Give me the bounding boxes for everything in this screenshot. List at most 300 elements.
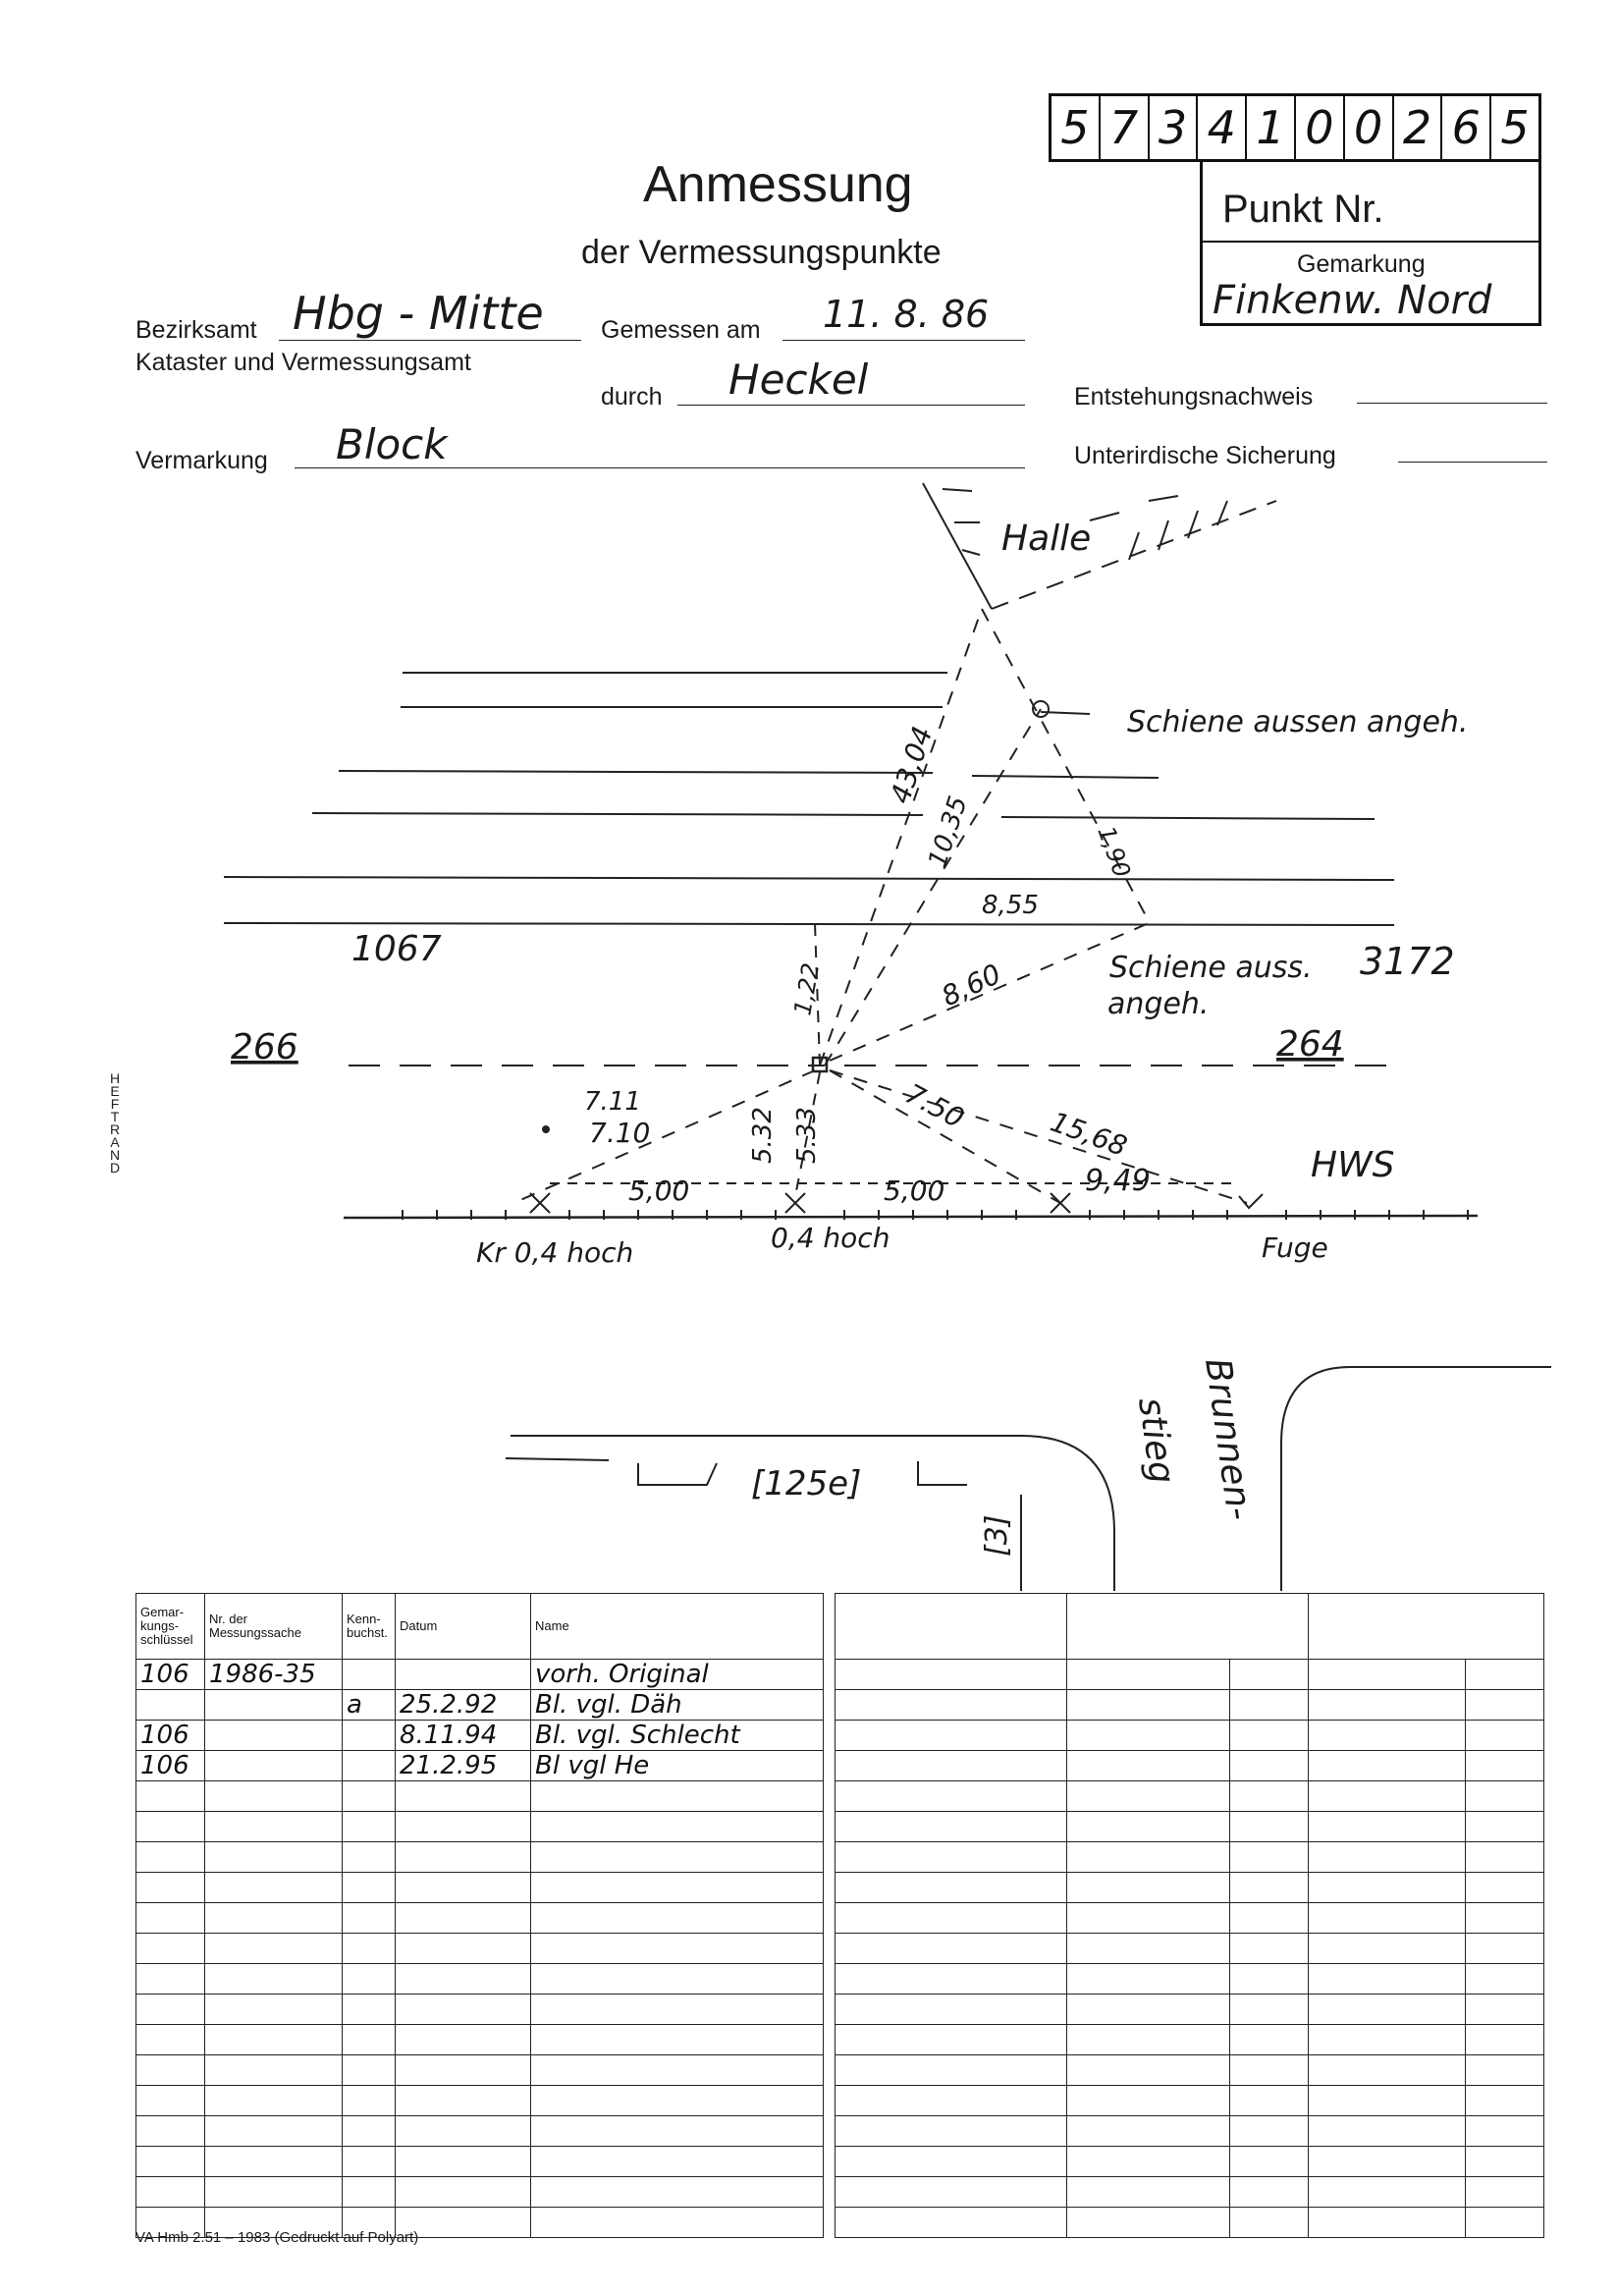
label-house-number: [125e] <box>751 1464 862 1503</box>
quay-edge <box>344 1216 1478 1218</box>
table-cell <box>1067 1964 1230 1995</box>
table-cell <box>836 2116 1067 2147</box>
table-cell <box>1230 1812 1309 1842</box>
table-row <box>136 1751 824 1781</box>
table-cell <box>1466 1721 1544 1751</box>
table-cell <box>136 2147 205 2177</box>
gemarkung-label: Gemarkung <box>1297 250 1426 278</box>
table-row <box>136 1964 824 1995</box>
table-cell <box>1230 2086 1309 2116</box>
table-cell <box>205 1690 343 1721</box>
table-cell <box>1230 2208 1309 2238</box>
digit: 1 <box>1247 96 1296 159</box>
table-cell <box>1466 2086 1544 2116</box>
table-cell <box>1067 1751 1230 1781</box>
table-cell <box>1309 2116 1466 2147</box>
table-cell <box>136 2086 205 2116</box>
table-cell <box>1466 2177 1544 2208</box>
table-cell <box>396 1964 531 1995</box>
table-row <box>136 1812 824 1842</box>
table-cell <box>136 1903 205 1934</box>
column-header <box>1067 1594 1309 1660</box>
table-cell <box>1466 2116 1544 2147</box>
measure-7-50: 7.50 <box>899 1077 970 1135</box>
table-cell <box>396 1934 531 1964</box>
measure-5-00-right: 5,00 <box>884 1175 945 1207</box>
label-schiene-aussen: Schiene aussen angeh. <box>1127 705 1469 739</box>
table-cell <box>1067 2086 1230 2116</box>
dot-mark <box>543 1126 549 1132</box>
table-cell <box>343 1873 396 1903</box>
table-cell <box>1230 2177 1309 2208</box>
measure-7-11: 7.11 <box>584 1087 641 1117</box>
table-cell: 21.2.95 <box>396 1751 531 1781</box>
table-row <box>836 1690 1544 1721</box>
table-row <box>136 1842 824 1873</box>
table-cell <box>343 2025 396 2055</box>
table-cell <box>836 2055 1067 2086</box>
table-cell <box>1067 1812 1230 1842</box>
table-cell <box>1466 1873 1544 1903</box>
digit: 2 <box>1394 96 1443 159</box>
table-cell <box>1309 1721 1466 1751</box>
rail-line <box>224 877 1394 880</box>
table-cell <box>1067 2116 1230 2147</box>
table-cell <box>343 2055 396 2086</box>
halle-wall <box>923 483 992 609</box>
table-cell <box>343 1781 396 1812</box>
vermarkung-label: Vermarkung <box>135 447 268 474</box>
table-cell <box>396 1873 531 1903</box>
supplement-table <box>835 1593 1544 2238</box>
table-row <box>136 1690 824 1721</box>
table-cell: 1986-35 <box>205 1660 343 1690</box>
table-cell <box>343 2147 396 2177</box>
building-outline <box>638 1463 717 1485</box>
table-cell <box>1230 2025 1309 2055</box>
table-cell <box>1309 1873 1466 1903</box>
street-line <box>506 1458 609 1460</box>
table-cell <box>1309 2147 1466 2177</box>
table-cell <box>1230 1660 1309 1690</box>
fuge-mark <box>1239 1194 1263 1208</box>
label-box-3: [3] <box>980 1514 1014 1557</box>
table-row <box>836 1934 1544 1964</box>
table-cell <box>1230 2147 1309 2177</box>
heftrand-letter: R <box>109 1121 121 1137</box>
measure-5-32: 5.32 <box>748 1107 778 1164</box>
label-fuge: Fuge <box>1262 1231 1328 1264</box>
table-cell <box>531 1934 824 1964</box>
measure-1-22: 1,22 <box>788 960 826 1018</box>
table-cell <box>396 1995 531 2025</box>
table-cell <box>836 1812 1067 1842</box>
digit: 5 <box>1500 101 1530 154</box>
digit: 7 <box>1101 96 1150 159</box>
table-cell <box>205 1781 343 1812</box>
measure-8-55: 8,55 <box>982 891 1039 920</box>
table-cell <box>205 1873 343 1903</box>
column-header <box>836 1594 1067 1660</box>
table-cell <box>531 1873 824 1903</box>
table-cell <box>1466 2208 1544 2238</box>
table-cell <box>396 2116 531 2147</box>
table-cell <box>343 2177 396 2208</box>
table-row <box>136 2177 824 2208</box>
column-header: Name <box>531 1594 824 1660</box>
table-row <box>836 2116 1544 2147</box>
history-table <box>135 1593 824 2238</box>
table-cell: Bl vgl He <box>531 1751 824 1781</box>
table-cell <box>1309 2055 1466 2086</box>
table-cell <box>136 1934 205 1964</box>
rail-line <box>224 923 1394 925</box>
table-cell <box>396 1842 531 1873</box>
table-cell <box>1067 1721 1230 1751</box>
table-cell <box>1067 1690 1230 1721</box>
table-cell <box>343 1721 396 1751</box>
table-cell <box>205 2116 343 2147</box>
table-cell <box>205 1995 343 2025</box>
entstehung-label: Entstehungsnachweis <box>1074 383 1314 410</box>
table-cell <box>396 1781 531 1812</box>
table-cell <box>1309 1751 1466 1781</box>
street-curb <box>511 1436 1114 1591</box>
table-cell: 106 <box>136 1660 205 1690</box>
table-cell <box>343 1995 396 2025</box>
measure-9-49: 9,49 <box>1085 1164 1151 1198</box>
table-cell <box>136 1812 205 1842</box>
table-cell <box>1466 1842 1544 1873</box>
table-row <box>836 1751 1544 1781</box>
heftrand-letter: T <box>110 1109 120 1124</box>
table-cell <box>836 2025 1067 2055</box>
table-cell <box>343 1842 396 1873</box>
heftrand-letter: H <box>109 1070 121 1086</box>
table-cell <box>1309 1995 1466 2025</box>
table-cell <box>1309 2177 1466 2208</box>
table-cell <box>836 1903 1067 1934</box>
measure-5-33: 5.33 <box>792 1107 822 1164</box>
table-cell <box>531 2208 824 2238</box>
table-cell <box>531 1964 824 1995</box>
table-row <box>836 1842 1544 1873</box>
table-cell <box>1067 1660 1230 1690</box>
table-cell <box>205 1934 343 1964</box>
punkt-label: Punkt Nr. <box>1222 188 1384 231</box>
digit: 6 <box>1442 96 1491 159</box>
table-cell <box>1466 1660 1544 1690</box>
table-cell <box>836 1873 1067 1903</box>
label-stieg: stieg <box>1130 1394 1182 1487</box>
table-row <box>836 2025 1544 2055</box>
table-row <box>836 2208 1544 2238</box>
table-cell <box>1230 1964 1309 1995</box>
table-cell <box>1230 1721 1309 1751</box>
digit: 5 <box>1052 96 1101 159</box>
bezirksamt-label: Bezirksamt <box>135 316 257 344</box>
table-cell <box>531 1812 824 1842</box>
table-cell <box>1466 2055 1544 2086</box>
gemessen-label: Gemessen am <box>601 316 761 344</box>
table-row <box>136 1903 824 1934</box>
table-cell <box>396 2055 531 2086</box>
table-cell <box>1067 1903 1230 1934</box>
table-cell <box>1466 1751 1544 1781</box>
table-cell <box>205 1751 343 1781</box>
table-cell <box>136 2055 205 2086</box>
table-cell <box>136 2025 205 2055</box>
table-row <box>136 1781 824 1812</box>
table-cell <box>836 1721 1067 1751</box>
vermarkung-value: Block <box>336 420 448 468</box>
table-row <box>136 1721 824 1751</box>
heftrand-letter: F <box>110 1096 120 1112</box>
table-cell <box>1067 1781 1230 1812</box>
table-cell <box>1309 2208 1466 2238</box>
table-cell <box>1230 2055 1309 2086</box>
heftrand-letter: N <box>109 1147 121 1163</box>
table-cell <box>343 2086 396 2116</box>
measure-7-10: 7.10 <box>589 1117 651 1149</box>
table-cell <box>1466 1690 1544 1721</box>
table-cell <box>531 2025 824 2055</box>
table-row <box>836 1964 1544 1995</box>
table-cell <box>531 2116 824 2147</box>
table-cell <box>531 1842 824 1873</box>
rail-line <box>339 771 933 773</box>
table-cell <box>1067 2208 1230 2238</box>
table-cell <box>136 1842 205 1873</box>
table-cell <box>1309 1781 1466 1812</box>
street-curb-right <box>1281 1367 1551 1591</box>
table-cell <box>1466 1903 1544 1934</box>
table-cell: 106 <box>136 1751 205 1781</box>
label-halle: Halle <box>1001 519 1092 559</box>
table-cell <box>136 1690 205 1721</box>
table-row <box>136 2055 824 2086</box>
measure-1-90: 1,90 <box>1092 822 1136 882</box>
table-row <box>136 1660 824 1690</box>
column-header: Kenn- buchst. <box>343 1594 396 1660</box>
table-row <box>136 2086 824 2116</box>
digit: 0 <box>1296 96 1345 159</box>
bezirksamt-value: Hbg - Mitte <box>293 287 544 340</box>
table-cell <box>205 1842 343 1873</box>
table-cell <box>396 1812 531 1842</box>
label-3172: 3172 <box>1360 940 1455 983</box>
column-header: Datum <box>396 1594 531 1660</box>
gemessen-value: 11. 8. 86 <box>823 293 990 336</box>
table-cell <box>531 1781 824 1812</box>
table-row <box>836 1903 1544 1934</box>
table-cell <box>343 1660 396 1690</box>
table-cell: Bl. vgl. Däh <box>531 1690 824 1721</box>
digit: 0 <box>1345 96 1394 159</box>
table-cell <box>1466 2147 1544 2177</box>
table-cell <box>1466 1812 1544 1842</box>
label-schiene-angeh: angeh. <box>1107 987 1210 1021</box>
table-cell <box>1230 2116 1309 2147</box>
label-kr-hoch: Kr 0,4 hoch <box>476 1236 634 1269</box>
label-brunnen: Brunnen- <box>1197 1355 1260 1523</box>
table-cell <box>1309 1812 1466 1842</box>
rail-line <box>312 813 923 815</box>
table-cell <box>1309 2025 1466 2055</box>
table-cell <box>1067 1842 1230 1873</box>
digit: 3 <box>1150 96 1199 159</box>
table-cell <box>1466 1995 1544 2025</box>
table-cell <box>836 2177 1067 2208</box>
column-header <box>1309 1594 1544 1660</box>
table-row <box>836 2147 1544 2177</box>
page-subtitle: der Vermessungspunkte <box>581 234 942 271</box>
table-cell <box>836 2147 1067 2177</box>
table-cell <box>836 1660 1067 1690</box>
table-cell: 8.11.94 <box>396 1721 531 1751</box>
heftrand-letter: A <box>110 1134 120 1150</box>
table-row <box>136 2025 824 2055</box>
table-cell <box>1309 1690 1466 1721</box>
table-cell <box>136 2116 205 2147</box>
table-cell <box>1067 2055 1230 2086</box>
table-row <box>836 1781 1544 1812</box>
heftrand-letter: D <box>109 1160 121 1175</box>
rail-line <box>1001 817 1375 819</box>
durch-label: durch <box>601 383 663 410</box>
table-cell <box>1230 1873 1309 1903</box>
table-cell <box>205 2025 343 2055</box>
table-cell <box>205 2055 343 2086</box>
table-cell <box>836 1934 1067 1964</box>
table-row <box>836 1721 1544 1751</box>
table-cell <box>343 2116 396 2147</box>
table-cell <box>1230 1903 1309 1934</box>
table-cell <box>205 1721 343 1751</box>
table-cell: Bl. vgl. Schlecht <box>531 1721 824 1751</box>
table-cell <box>1230 1751 1309 1781</box>
table-cell <box>1309 1903 1466 1934</box>
table-row <box>836 1660 1544 1690</box>
table-cell: vorh. Original <box>531 1660 824 1690</box>
table-cell <box>836 2208 1067 2238</box>
table-cell <box>1230 1995 1309 2025</box>
cross-mark <box>1051 1193 1070 1213</box>
table-cell <box>396 2177 531 2208</box>
table-cell <box>836 1964 1067 1995</box>
table-cell <box>531 1995 824 2025</box>
table-cell: 106 <box>136 1721 205 1751</box>
table-cell <box>836 1995 1067 2025</box>
table-cell <box>1309 2086 1466 2116</box>
table-cell <box>396 1903 531 1934</box>
table-cell <box>343 1751 396 1781</box>
label-1067: 1067 <box>351 929 442 969</box>
table-cell <box>205 1812 343 1842</box>
measure-43-04: 43,04 <box>884 722 940 808</box>
cross-mark <box>530 1193 550 1213</box>
table-cell <box>531 2147 824 2177</box>
table-row <box>836 2177 1544 2208</box>
measure-15-68: 15,68 <box>1046 1105 1132 1163</box>
table-cell <box>1067 2177 1230 2208</box>
table-cell <box>1466 1781 1544 1812</box>
measure-10-35: 10,35 <box>923 793 974 872</box>
table-cell: 25.2.92 <box>396 1690 531 1721</box>
table-cell <box>396 2147 531 2177</box>
table-cell <box>1230 1781 1309 1812</box>
table-cell <box>836 2086 1067 2116</box>
column-header: Nr. der Messungssache <box>205 1594 343 1660</box>
table-cell <box>1309 1964 1466 1995</box>
table-cell <box>1067 1873 1230 1903</box>
table-cell <box>343 1964 396 1995</box>
table-cell <box>343 1903 396 1934</box>
cross-mark <box>785 1193 805 1213</box>
table-cell <box>136 1873 205 1903</box>
table-cell <box>136 1781 205 1812</box>
table-cell <box>1067 2025 1230 2055</box>
table-cell <box>1230 1842 1309 1873</box>
durch-value: Heckel <box>728 355 869 404</box>
table-cell <box>396 2025 531 2055</box>
form-footer: VA Hmb 2.51 – 1983 (Gedruckt auf Polyart) <box>135 2229 419 2246</box>
label-264: 264 <box>1276 1024 1344 1065</box>
measure-8-60: 8,60 <box>937 957 1006 1013</box>
table-cell <box>531 2177 824 2208</box>
table-cell <box>205 2177 343 2208</box>
table-cell <box>396 2086 531 2116</box>
table-cell <box>343 1934 396 1964</box>
column-header: Gemar- kungs- schlüssel <box>136 1594 205 1660</box>
table-row <box>136 1934 824 1964</box>
table-cell <box>531 1903 824 1934</box>
table-cell <box>836 1842 1067 1873</box>
table-cell <box>1466 2025 1544 2055</box>
table-cell <box>343 1812 396 1842</box>
table-cell <box>136 1995 205 2025</box>
label-hoch: 0,4 hoch <box>771 1222 890 1254</box>
table-row <box>836 2086 1544 2116</box>
table-row <box>836 2055 1544 2086</box>
table-cell <box>136 1964 205 1995</box>
table-header-row <box>136 1594 824 1660</box>
table-cell: a <box>343 1690 396 1721</box>
tie-line <box>825 709 1041 1066</box>
table-cell <box>1230 1690 1309 1721</box>
unterirdisch-label: Unterirdische Sicherung <box>1074 442 1336 469</box>
table-cell <box>1309 1842 1466 1873</box>
table-cell <box>1309 1660 1466 1690</box>
label-schiene-auss: Schiene auss. <box>1109 951 1313 985</box>
table-cell <box>1466 1934 1544 1964</box>
table-cell <box>136 2177 205 2208</box>
label-hws: HWS <box>1311 1145 1395 1185</box>
table-cell <box>1067 1934 1230 1964</box>
table-row <box>836 1995 1544 2025</box>
table-cell <box>205 1903 343 1934</box>
table-cell <box>836 1781 1067 1812</box>
table-cell <box>531 2055 824 2086</box>
table-cell <box>1230 1934 1309 1964</box>
table-cell <box>531 2086 824 2116</box>
table-cell <box>1309 1934 1466 1964</box>
measure-5-00-left: 5,00 <box>628 1175 690 1207</box>
table-row <box>136 2116 824 2147</box>
table-cell <box>1067 2147 1230 2177</box>
heftrand-letter: E <box>110 1083 120 1099</box>
label-266: 266 <box>231 1027 298 1067</box>
